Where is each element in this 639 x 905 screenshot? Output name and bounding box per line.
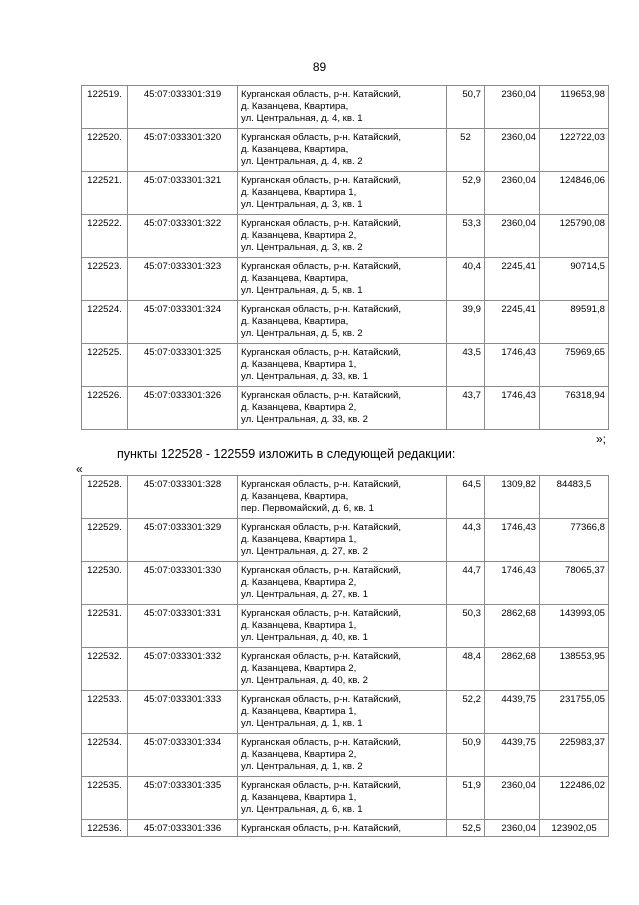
address-cell [238, 172, 447, 215]
item-number-cell: 122531. [82, 605, 128, 648]
area-cell: 50,3 [447, 605, 485, 648]
rate-cell: 2360,04 [485, 777, 540, 820]
item-number-cell: 122536. [82, 820, 128, 837]
address-line: Курганская область, р-н. Катайский, [241, 780, 402, 791]
address-line: ул. Центральная, д. 27, кв. 2 [241, 546, 368, 558]
cadastral-number-cell: 45:07:033301:319 [128, 86, 238, 129]
item-number-cell: 122522. [82, 215, 128, 258]
table-row [82, 605, 609, 648]
closing-quote: »; [595, 432, 606, 446]
cadastral-number-cell: 45:07:033301:330 [128, 562, 238, 605]
cost-cell: 123902,05 [540, 820, 609, 837]
table-row [82, 777, 609, 820]
address-line: д. Казанцева, Квартира, [241, 144, 349, 156]
address-cell [238, 387, 447, 430]
address-line: ул. Центральная, д. 40, кв. 2 [241, 675, 368, 687]
rate-cell: 4439,75 [485, 734, 540, 777]
rate-cell: 2245,41 [485, 301, 540, 344]
address-cell [238, 129, 447, 172]
address-line: ул. Центральная, д. 4, кв. 2 [241, 156, 363, 168]
address-line: д. Казанцева, Квартира 2, [241, 230, 357, 242]
cost-cell: 138553,95 [540, 648, 609, 691]
cadastral-number-cell: 45:07:033301:324 [128, 301, 238, 344]
address-line: д. Казанцева, Квартира 2, [241, 402, 357, 414]
address-line: Курганская область, р-н. Катайский, [241, 132, 402, 143]
item-number-cell: 122533. [82, 691, 128, 734]
table-row [82, 476, 609, 519]
area-cell: 52 [447, 129, 485, 172]
item-number-cell: 122521. [82, 172, 128, 215]
table-row [82, 387, 609, 430]
address-line: Курганская область, р-н. Катайский, [241, 479, 402, 490]
address-cell [238, 562, 447, 605]
cost-cell: 84483,5 [540, 476, 609, 519]
address-cell [238, 648, 447, 691]
address-line: Курганская область, р-н. Катайский, [241, 218, 402, 229]
area-cell: 51,9 [447, 777, 485, 820]
cadastral-number-cell: 45:07:033301:328 [128, 476, 238, 519]
address-line: д. Казанцева, Квартира 2, [241, 577, 357, 589]
item-number-cell: 122535. [82, 777, 128, 820]
item-number-cell: 122525. [82, 344, 128, 387]
cadastral-number-cell: 45:07:033301:335 [128, 777, 238, 820]
address-line: Курганская область, р-н. Катайский, [241, 823, 402, 834]
cost-cell: 90714,5 [540, 258, 609, 301]
area-cell: 52,2 [447, 691, 485, 734]
item-number-cell: 122534. [82, 734, 128, 777]
area-cell: 48,4 [447, 648, 485, 691]
table-row [82, 301, 609, 344]
amendment-instruction: пункты 122528 - 122559 изложить в следующей редакции: [117, 447, 456, 461]
cadastral-number-cell: 45:07:033301:323 [128, 258, 238, 301]
address-line: ул. Центральная, д. 33, кв. 2 [241, 414, 368, 426]
address-cell [238, 605, 447, 648]
address-cell [238, 476, 447, 519]
address-line: ул. Центральная, д. 40, кв. 1 [241, 632, 368, 644]
rate-cell: 2360,04 [485, 820, 540, 837]
address-line: Курганская область, р-н. Катайский, [241, 304, 402, 315]
cadastral-number-cell: 45:07:033301:321 [128, 172, 238, 215]
rate-cell: 2360,04 [485, 172, 540, 215]
cadastral-number-cell: 45:07:033301:322 [128, 215, 238, 258]
area-cell: 52,9 [447, 172, 485, 215]
rate-cell: 2360,04 [485, 129, 540, 172]
address-line: ул. Центральная, д. 1, кв. 2 [241, 761, 363, 773]
address-cell [238, 344, 447, 387]
address-line: Курганская область, р-н. Катайский, [241, 565, 402, 576]
address-line: д. Казанцева, Квартира 1, [241, 534, 357, 546]
address-line: пер. Первомайский, д. 6, кв. 1 [241, 503, 374, 515]
address-line: ул. Центральная, д. 6, кв. 1 [241, 804, 363, 816]
address-line: Курганская область, р-н. Катайский, [241, 261, 402, 272]
opening-quote: « [76, 462, 83, 476]
address-line: Курганская область, р-н. Катайский, [241, 522, 402, 533]
register-table-body [82, 86, 609, 430]
area-cell: 53,3 [447, 215, 485, 258]
cost-cell: 77366,8 [540, 519, 609, 562]
rate-cell: 2245,41 [485, 258, 540, 301]
table-row [82, 129, 609, 172]
table-row [82, 691, 609, 734]
area-cell: 40,4 [447, 258, 485, 301]
address-line: Курганская область, р-н. Катайский, [241, 89, 402, 100]
rate-cell: 1309,82 [485, 476, 540, 519]
address-line: д. Казанцева, Квартира 1, [241, 187, 357, 199]
address-line: д. Казанцева, Квартира 1, [241, 706, 357, 718]
address-line: ул. Центральная, д. 3, кв. 2 [241, 242, 363, 254]
address-line: Курганская область, р-н. Катайский, [241, 175, 402, 186]
rate-cell: 4439,75 [485, 691, 540, 734]
item-number-cell: 122528. [82, 476, 128, 519]
item-number-cell: 122524. [82, 301, 128, 344]
address-line: д. Казанцева, Квартира 1, [241, 792, 357, 804]
page-number: 89 [312, 60, 327, 74]
rate-cell: 1746,43 [485, 562, 540, 605]
register-table-body [82, 476, 609, 837]
address-line: Курганская область, р-н. Катайский, [241, 347, 402, 358]
cost-cell: 225983,37 [540, 734, 609, 777]
address-cell [238, 691, 447, 734]
register-table-new-edition [81, 475, 609, 837]
table-row [82, 562, 609, 605]
rate-cell: 2862,68 [485, 605, 540, 648]
cadastral-number-cell: 45:07:033301:336 [128, 820, 238, 837]
address-cell [238, 820, 447, 837]
address-line: Курганская область, р-н. Катайский, [241, 608, 402, 619]
rate-cell: 1746,43 [485, 387, 540, 430]
address-cell [238, 301, 447, 344]
area-cell: 39,9 [447, 301, 485, 344]
address-cell [238, 734, 447, 777]
table-row [82, 648, 609, 691]
rate-cell: 2360,04 [485, 215, 540, 258]
address-line: Курганская область, р-н. Катайский, [241, 737, 402, 748]
cost-cell: 89591,8 [540, 301, 609, 344]
address-cell [238, 519, 447, 562]
address-line: д. Казанцева, Квартира 1, [241, 620, 357, 632]
item-number-cell: 122530. [82, 562, 128, 605]
table-row [82, 172, 609, 215]
address-line: д. Казанцева, Квартира 2, [241, 663, 357, 675]
table-row [82, 734, 609, 777]
table-row [82, 820, 609, 837]
cadastral-number-cell: 45:07:033301:333 [128, 691, 238, 734]
address-line: ул. Центральная, д. 27, кв. 1 [241, 589, 368, 601]
item-number-cell: 122529. [82, 519, 128, 562]
address-line: Курганская область, р-н. Катайский, [241, 390, 402, 401]
item-number-cell: 122523. [82, 258, 128, 301]
area-cell: 50,7 [447, 86, 485, 129]
address-line: д. Казанцева, Квартира 1, [241, 359, 357, 371]
address-line: ул. Центральная, д. 33, кв. 1 [241, 371, 368, 383]
address-line: д. Казанцева, Квартира 2, [241, 749, 357, 761]
cost-cell: 119653,98 [540, 86, 609, 129]
rate-cell: 1746,43 [485, 519, 540, 562]
cost-cell: 143993,05 [540, 605, 609, 648]
cadastral-number-cell: 45:07:033301:331 [128, 605, 238, 648]
address-line: Курганская область, р-н. Катайский, [241, 694, 402, 705]
area-cell: 43,5 [447, 344, 485, 387]
table-row [82, 258, 609, 301]
item-number-cell: 122532. [82, 648, 128, 691]
cadastral-number-cell: 45:07:033301:320 [128, 129, 238, 172]
address-cell [238, 777, 447, 820]
address-line: ул. Центральная, д. 5, кв. 1 [241, 285, 363, 297]
area-cell: 64,5 [447, 476, 485, 519]
table-row [82, 215, 609, 258]
area-cell: 44,3 [447, 519, 485, 562]
cost-cell: 231755,05 [540, 691, 609, 734]
address-line: ул. Центральная, д. 1, кв. 1 [241, 718, 363, 730]
cost-cell: 76318,94 [540, 387, 609, 430]
address-cell [238, 86, 447, 129]
cost-cell: 125790,08 [540, 215, 609, 258]
cost-cell: 122486,02 [540, 777, 609, 820]
table-row [82, 519, 609, 562]
rate-cell: 1746,43 [485, 344, 540, 387]
rate-cell: 2862,68 [485, 648, 540, 691]
cost-cell: 75969,65 [540, 344, 609, 387]
area-cell: 43,7 [447, 387, 485, 430]
address-cell [238, 258, 447, 301]
cadastral-number-cell: 45:07:033301:329 [128, 519, 238, 562]
cadastral-number-cell: 45:07:033301:326 [128, 387, 238, 430]
address-line: Курганская область, р-н. Катайский, [241, 651, 402, 662]
address-line: д. Казанцева, Квартира, [241, 316, 349, 328]
cost-cell: 122722,03 [540, 129, 609, 172]
cadastral-number-cell: 45:07:033301:332 [128, 648, 238, 691]
area-cell: 52,5 [447, 820, 485, 837]
table-row [82, 344, 609, 387]
address-line: д. Казанцева, Квартира, [241, 101, 349, 113]
item-number-cell: 122520. [82, 129, 128, 172]
register-table-continued [81, 85, 609, 430]
cost-cell: 78065,37 [540, 562, 609, 605]
address-line: д. Казанцева, Квартира, [241, 491, 349, 503]
address-cell [238, 215, 447, 258]
address-line: ул. Центральная, д. 3, кв. 1 [241, 199, 363, 211]
cadastral-number-cell: 45:07:033301:325 [128, 344, 238, 387]
area-cell: 44,7 [447, 562, 485, 605]
address-line: ул. Центральная, д. 4, кв. 1 [241, 113, 363, 125]
area-cell: 50,9 [447, 734, 485, 777]
cost-cell: 124846,06 [540, 172, 609, 215]
rate-cell: 2360,04 [485, 86, 540, 129]
cadastral-number-cell: 45:07:033301:334 [128, 734, 238, 777]
address-line: д. Казанцева, Квартира, [241, 273, 349, 285]
address-line: ул. Центральная, д. 5, кв. 2 [241, 328, 363, 340]
table-row [82, 86, 609, 129]
item-number-cell: 122519. [82, 86, 128, 129]
item-number-cell: 122526. [82, 387, 128, 430]
